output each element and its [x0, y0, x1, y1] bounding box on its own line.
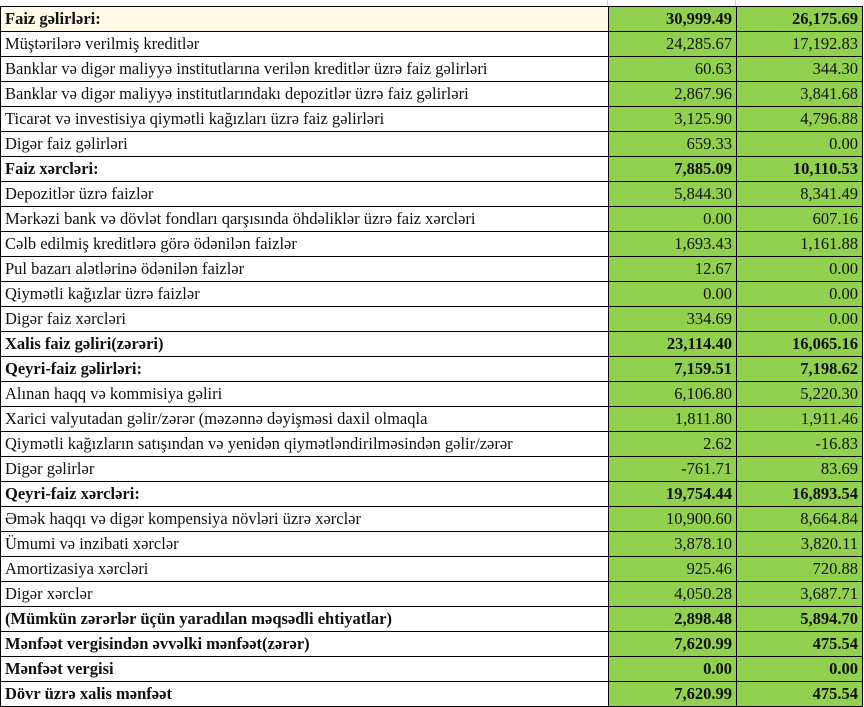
- value-cell-col1[interactable]: 23,114.40: [609, 332, 737, 357]
- value-cell-col1[interactable]: 2,867.96: [609, 82, 737, 107]
- value-cell-col2[interactable]: 16,065.16: [737, 332, 863, 357]
- row-label[interactable]: Xarici valyutadan gəlir/zərər (məzənnə dəyişməsi daxil olmaqla: [1, 407, 609, 432]
- value-cell-col2[interactable]: 475.54: [737, 632, 863, 657]
- value-cell-col2[interactable]: 0.00: [737, 307, 863, 332]
- table-row: [1, 432, 863, 457]
- table-row: [1, 232, 863, 257]
- row-label[interactable]: Ümumi və inzibati xərclər: [1, 532, 609, 557]
- value-cell-col1[interactable]: 7,159.51: [609, 357, 737, 382]
- table-row: [1, 307, 863, 332]
- table-row: [1, 457, 863, 482]
- row-label[interactable]: Alınan haqq və kommisiya gəliri: [1, 382, 609, 407]
- value-cell-col2[interactable]: 607.16: [737, 207, 863, 232]
- row-label[interactable]: Banklar və digər maliyyə institutlarındakı depozitlər üzrə faiz gəlirləri: [1, 82, 609, 107]
- value-cell-col1[interactable]: 60.63: [609, 57, 737, 82]
- table-row: [1, 382, 863, 407]
- value-cell-col2[interactable]: 26,175.69: [737, 7, 863, 32]
- value-cell-col2[interactable]: 83.69: [737, 457, 863, 482]
- table-row: [1, 57, 863, 82]
- table-row: [1, 82, 863, 107]
- value-cell-col1[interactable]: 0.00: [609, 657, 737, 682]
- value-cell-col1[interactable]: 6,106.80: [609, 382, 737, 407]
- table-row: [1, 157, 863, 182]
- value-cell-col2[interactable]: 4,796.88: [737, 107, 863, 132]
- value-cell-col1[interactable]: 7,620.99: [609, 682, 737, 707]
- value-cell-col2[interactable]: 344.30: [737, 57, 863, 82]
- table-row: [1, 507, 863, 532]
- value-cell-col1[interactable]: 24,285.67: [609, 32, 737, 57]
- table-row: [1, 132, 863, 157]
- value-cell-col1[interactable]: 659.33: [609, 132, 737, 157]
- value-cell-col2[interactable]: 0.00: [737, 132, 863, 157]
- row-label[interactable]: Cəlb edilmiş kreditlərə görə ödənilən faizlər: [1, 232, 609, 257]
- value-cell-col1[interactable]: 19,754.44: [609, 482, 737, 507]
- row-label[interactable]: (Mümkün zərərlər üçün yaradılan məqsədli ehtiyatlar): [1, 607, 609, 632]
- value-cell-col1[interactable]: 7,885.09: [609, 157, 737, 182]
- value-cell-col1[interactable]: 12.67: [609, 257, 737, 282]
- value-cell-col2[interactable]: 0.00: [737, 282, 863, 307]
- row-label[interactable]: Digər xərclər: [1, 582, 609, 607]
- row-label[interactable]: Digər faiz gəlirləri: [1, 132, 609, 157]
- value-cell-col2[interactable]: 17,192.83: [737, 32, 863, 57]
- value-cell-col2[interactable]: 10,110.53: [737, 157, 863, 182]
- row-label[interactable]: Ticarət və investisiya qiymətli kağızları üzrə faiz gəlirləri: [1, 107, 609, 132]
- value-cell-col1[interactable]: 3,878.10: [609, 532, 737, 557]
- table-row: [1, 682, 863, 707]
- value-cell-col1[interactable]: 2.62: [609, 432, 737, 457]
- row-label[interactable]: Mənfəət vergisindən əvvəlki mənfəət(zərər): [1, 632, 609, 657]
- row-label[interactable]: Qeyri-faiz gəlirləri:: [1, 357, 609, 382]
- value-cell-col2[interactable]: 1,911.46: [737, 407, 863, 432]
- table-row: [1, 357, 863, 382]
- table-row: [1, 607, 863, 632]
- table-row: [1, 32, 863, 57]
- value-cell-col2[interactable]: 720.88: [737, 557, 863, 582]
- table-row: [1, 657, 863, 682]
- value-cell-col1[interactable]: 5,844.30: [609, 182, 737, 207]
- row-label[interactable]: Pul bazarı alətlərinə ödənilən faizlər: [1, 257, 609, 282]
- row-label[interactable]: Qiymətli kağızların satışından və yenidən qiymətləndirilməsindən gəlir/zərər: [1, 432, 609, 457]
- value-cell-col2[interactable]: 8,341.49: [737, 182, 863, 207]
- value-cell-col1[interactable]: 30,999.49: [609, 7, 737, 32]
- row-label[interactable]: Qiymətli kağızlar üzrə faizlər: [1, 282, 609, 307]
- row-label[interactable]: Qeyri-faiz xərcləri:: [1, 482, 609, 507]
- value-cell-col1[interactable]: -761.71: [609, 457, 737, 482]
- value-cell-col1[interactable]: 2,898.48: [609, 607, 737, 632]
- table-row: [1, 107, 863, 132]
- value-cell-col2[interactable]: 7,198.62: [737, 357, 863, 382]
- table-row: [1, 532, 863, 557]
- row-label[interactable]: Dövr üzrə xalis mənfəət: [1, 682, 609, 707]
- value-cell-col2[interactable]: 5,894.70: [737, 607, 863, 632]
- value-cell-col2[interactable]: 475.54: [737, 682, 863, 707]
- value-cell-col2[interactable]: 16,893.54: [737, 482, 863, 507]
- income-statement-table: [0, 6, 863, 707]
- value-cell-col1[interactable]: 925.46: [609, 557, 737, 582]
- value-cell-col1[interactable]: 4,050.28: [609, 582, 737, 607]
- table-row: [1, 557, 863, 582]
- value-cell-col1[interactable]: 0.00: [609, 282, 737, 307]
- row-label[interactable]: Müştərilərə verilmiş kreditlər: [1, 32, 609, 57]
- table-row: [1, 632, 863, 657]
- value-cell-col2[interactable]: 3,841.68: [737, 82, 863, 107]
- value-cell-col2[interactable]: 3,687.71: [737, 582, 863, 607]
- value-cell-col1[interactable]: 1,693.43: [609, 232, 737, 257]
- table-row: [1, 332, 863, 357]
- value-cell-col2[interactable]: 0.00: [737, 657, 863, 682]
- value-cell-col1[interactable]: 334.69: [609, 307, 737, 332]
- row-label[interactable]: Mənfəət vergisi: [1, 657, 609, 682]
- row-label[interactable]: Digər faiz xərcləri: [1, 307, 609, 332]
- value-cell-col1[interactable]: 7,620.99: [609, 632, 737, 657]
- row-label[interactable]: Banklar və digər maliyyə institutlarına verilən kreditlər üzrə faiz gəlirləri: [1, 57, 609, 82]
- value-cell-col2[interactable]: 5,220.30: [737, 382, 863, 407]
- value-cell-col2[interactable]: 1,161.88: [737, 232, 863, 257]
- table-row: [1, 207, 863, 232]
- row-label[interactable]: Faiz gəlirləri:: [1, 7, 609, 32]
- value-cell-col1[interactable]: 10,900.60: [609, 507, 737, 532]
- row-label[interactable]: Amortizasiya xərcləri: [1, 557, 609, 582]
- row-label[interactable]: Depozitlər üzrə faizlər: [1, 182, 609, 207]
- row-label[interactable]: Xalis faiz gəliri(zərəri): [1, 332, 609, 357]
- table-row: [1, 282, 863, 307]
- value-cell-col1[interactable]: 0.00: [609, 207, 737, 232]
- value-cell-col2[interactable]: 3,820.11: [737, 532, 863, 557]
- table-row: [1, 7, 863, 32]
- value-cell-col2[interactable]: 8,664.84: [737, 507, 863, 532]
- table-row: [1, 257, 863, 282]
- value-cell-col2[interactable]: 0.00: [737, 257, 863, 282]
- table-row: [1, 482, 863, 507]
- table-row: [1, 182, 863, 207]
- row-label[interactable]: Faiz xərcləri:: [1, 157, 609, 182]
- value-cell-col1[interactable]: 1,811.80: [609, 407, 737, 432]
- table-row: [1, 407, 863, 432]
- row-label[interactable]: Digər gəlirlər: [1, 457, 609, 482]
- row-label[interactable]: Əmək haqqı və digər kompensiya növləri üzrə xərclər: [1, 507, 609, 532]
- value-cell-col1[interactable]: 3,125.90: [609, 107, 737, 132]
- table-row: [1, 582, 863, 607]
- value-cell-col2[interactable]: -16.83: [737, 432, 863, 457]
- row-label[interactable]: Mərkəzi bank və dövlət fondları qarşısında öhdəliklər üzrə faiz xərcləri: [1, 207, 609, 232]
